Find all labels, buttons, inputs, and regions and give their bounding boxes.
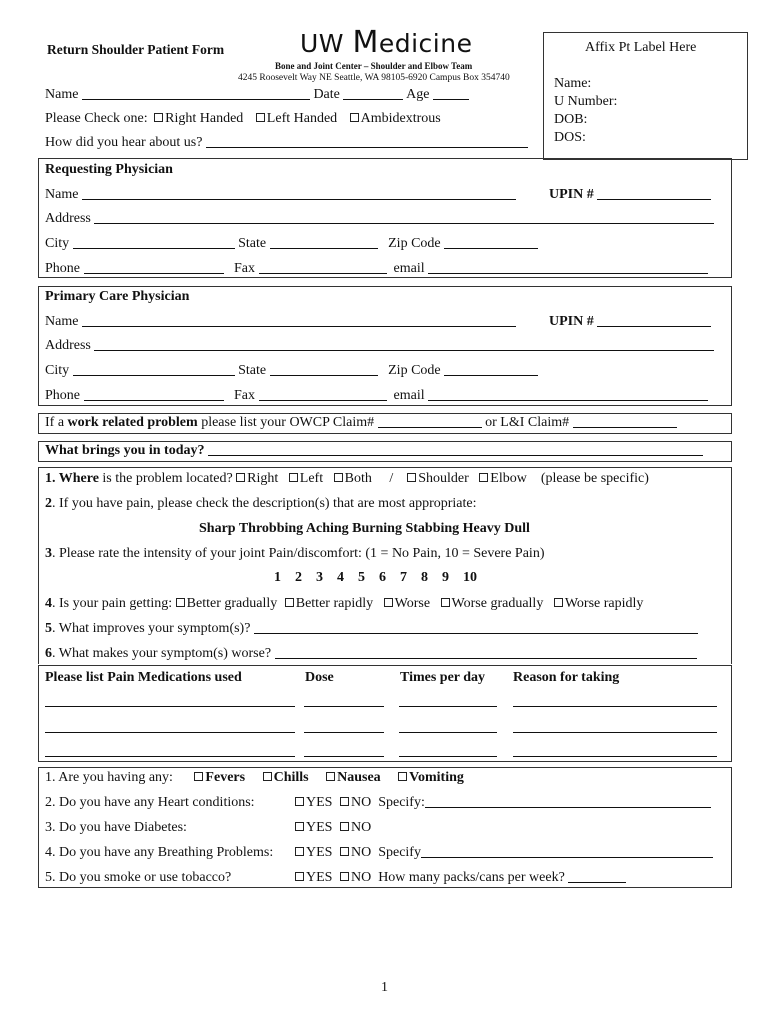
- q4-worse-gradually-checkbox[interactable]: [441, 598, 450, 607]
- req-name-field[interactable]: [82, 187, 516, 200]
- nausea-label: Nausea: [337, 770, 381, 785]
- meds-col-name: Please list Pain Medications used: [45, 670, 242, 685]
- med-reason-field[interactable]: [513, 756, 717, 757]
- h1-row: [45, 770, 464, 786]
- req-fax-field[interactable]: [259, 261, 387, 274]
- pcp-upin-field[interactable]: [597, 314, 711, 327]
- med-dose-field[interactable]: [304, 706, 384, 707]
- q6-text: . What makes your symptom(s) worse?: [52, 646, 272, 661]
- med-name-field[interactable]: [45, 706, 295, 707]
- label-unumber: U Number:: [554, 94, 618, 109]
- logo-m: M: [352, 25, 379, 60]
- pcp-fax-label: Fax: [234, 388, 255, 403]
- hear-about-label: How did you hear about us?: [45, 135, 203, 150]
- q4-worse-rapidly-checkbox[interactable]: [554, 598, 563, 607]
- h4-no-label: NO: [350, 845, 372, 860]
- q1-text: is the problem located?: [98, 471, 233, 486]
- q1-left-checkbox[interactable]: [289, 473, 298, 482]
- patient-name-label: Name: [45, 87, 79, 102]
- q4-better-gradually-checkbox[interactable]: [176, 598, 185, 607]
- hear-about-field[interactable]: [206, 135, 528, 148]
- h4-yes-checkbox[interactable]: [295, 847, 304, 856]
- q4-num: 4: [45, 596, 52, 611]
- chills-label: Chills: [273, 770, 309, 785]
- h4-yes-label: YES: [306, 845, 333, 860]
- med-dose-field[interactable]: [304, 756, 384, 757]
- primary-title: Primary Care Physician: [45, 289, 190, 304]
- req-state-field[interactable]: [270, 236, 378, 249]
- h4-specify-label: Specify: [378, 845, 421, 860]
- work-related-section: [38, 413, 732, 434]
- req-upin-label: UPIN #: [549, 187, 594, 202]
- age-label: Age: [406, 87, 430, 102]
- q5-field[interactable]: [254, 621, 698, 634]
- med-name-field[interactable]: [45, 756, 295, 757]
- left-handed-label: Left Handed: [266, 111, 338, 126]
- req-upin-field[interactable]: [597, 187, 711, 200]
- q1-elbow-checkbox[interactable]: [479, 473, 488, 482]
- q4-worse-gradually-label: Worse gradually: [451, 596, 544, 611]
- vomiting-label: Vomiting: [409, 770, 464, 785]
- questions-section: [38, 467, 732, 664]
- req-phone-field[interactable]: [84, 261, 224, 274]
- q1-shoulder-checkbox[interactable]: [407, 473, 416, 482]
- q3-num: 3: [45, 546, 52, 561]
- patient-name-field[interactable]: [82, 87, 310, 100]
- patient-name-row: [45, 87, 469, 103]
- pcp-address-field[interactable]: [94, 338, 714, 351]
- q3-scale[interactable]: 1 2 3 4 5 6 7 8 9 10: [274, 570, 477, 585]
- meds-col-times: Times per day: [400, 670, 486, 685]
- li-claim-field[interactable]: [573, 415, 677, 428]
- q1-both-checkbox[interactable]: [334, 473, 343, 482]
- h2-specify-field[interactable]: [425, 795, 711, 808]
- h5-no-label: NO: [350, 870, 372, 885]
- q1-slash: /: [389, 471, 394, 486]
- nausea-checkbox[interactable]: [326, 772, 335, 781]
- health-section: [38, 767, 732, 888]
- logo-uw: UW: [300, 29, 353, 58]
- q3-row: [45, 546, 544, 562]
- h4-options: [295, 845, 713, 861]
- h5-packs-label: How many packs/cans per week?: [378, 870, 565, 885]
- req-phone-label: Phone: [45, 261, 80, 276]
- pcp-email-field[interactable]: [428, 388, 708, 401]
- req-zip-field[interactable]: [444, 236, 538, 249]
- q4-text: . Is your pain getting:: [52, 596, 173, 611]
- brings-label: What brings you in today?: [45, 443, 205, 458]
- pcp-state-label: State: [238, 363, 267, 378]
- fevers-label: Fevers: [205, 770, 246, 785]
- q5-num: 5: [45, 621, 52, 636]
- req-address-label: Address: [45, 211, 91, 226]
- req-email-field[interactable]: [428, 261, 708, 274]
- med-reason-field[interactable]: [513, 706, 717, 707]
- h3-no-label: NO: [350, 820, 372, 835]
- q4-row: [45, 596, 643, 612]
- req-email-label: email: [393, 261, 425, 276]
- q4-better-rapidly-checkbox[interactable]: [285, 598, 294, 607]
- h3-yes-checkbox[interactable]: [295, 822, 304, 831]
- work-bold: work related problem: [67, 415, 198, 430]
- pcp-address-label: Address: [45, 338, 91, 353]
- q4-better-rapidly-label: Better rapidly: [295, 596, 374, 611]
- req-state-label: State: [238, 236, 267, 251]
- pcp-city-label: City: [45, 363, 70, 378]
- h4-specify-field[interactable]: [421, 845, 713, 858]
- logo-rest: edicine: [378, 29, 473, 58]
- req-city-label: City: [45, 236, 70, 251]
- requesting-physician-section: [38, 158, 732, 278]
- h5-label: 5. Do you smoke or use tobacco?: [45, 870, 232, 885]
- pcp-city-field[interactable]: [73, 363, 235, 376]
- q5-row: [45, 621, 698, 637]
- h2-specify-label: Specify:: [378, 795, 425, 810]
- pcp-email-label: email: [393, 388, 425, 403]
- req-name-label: Name: [45, 187, 79, 202]
- h5-packs-field[interactable]: [568, 870, 626, 883]
- req-address-field[interactable]: [94, 211, 714, 224]
- requesting-title: Requesting Physician: [45, 162, 173, 177]
- age-field[interactable]: [433, 87, 469, 100]
- med-name-field[interactable]: [45, 732, 295, 733]
- med-reason-field[interactable]: [513, 732, 717, 733]
- q1-left-label: Left: [299, 471, 324, 486]
- q4-worse-checkbox[interactable]: [384, 598, 393, 607]
- date-field[interactable]: [343, 87, 403, 100]
- brings-section: [38, 441, 732, 462]
- h1-label: 1. Are you having any:: [45, 770, 173, 785]
- chills-checkbox[interactable]: [263, 772, 272, 781]
- work-post: please list your OWCP Claim#: [197, 415, 375, 430]
- label-dob: DOB:: [554, 112, 588, 127]
- brings-field[interactable]: [208, 443, 703, 456]
- right-handed-label: Right Handed: [165, 111, 244, 126]
- q6-row: [45, 646, 697, 662]
- pcp-phone-field[interactable]: [84, 388, 224, 401]
- h3-label: 3. Do you have Diabetes:: [45, 820, 187, 835]
- li-claim-label: or L&I Claim#: [485, 415, 570, 430]
- h4-no-checkbox[interactable]: [340, 847, 349, 856]
- h2-yes-checkbox[interactable]: [295, 797, 304, 806]
- label-box-title: Affix Pt Label Here: [585, 40, 697, 55]
- work-pre: If a: [45, 415, 68, 430]
- left-handed-checkbox[interactable]: [256, 113, 265, 122]
- owcp-claim-field[interactable]: [378, 415, 482, 428]
- pcp-name-field[interactable]: [82, 314, 516, 327]
- medications-section: [38, 665, 732, 762]
- pcp-state-field[interactable]: [270, 363, 378, 376]
- ambidextrous-label: Ambidextrous: [360, 111, 441, 126]
- h2-yes-label: YES: [306, 795, 333, 810]
- q1-num: 1. Where: [45, 471, 99, 486]
- meds-col-dose: Dose: [305, 670, 334, 685]
- meds-col-reason: Reason for taking: [513, 670, 620, 685]
- q4-better-gradually-label: Better gradually: [186, 596, 278, 611]
- h4-label: 4. Do you have any Breathing Problems:: [45, 845, 274, 860]
- h3-yes-label: YES: [306, 820, 333, 835]
- q5-text: . What improves your symptom(s)?: [52, 621, 251, 636]
- uw-medicine-logo: [300, 25, 472, 60]
- q1-right-checkbox[interactable]: [236, 473, 245, 482]
- pcp-name-label: Name: [45, 314, 79, 329]
- med-dose-field[interactable]: [304, 732, 384, 733]
- h2-label: 2. Do you have any Heart conditions:: [45, 795, 255, 810]
- q6-field[interactable]: [275, 646, 697, 659]
- q1-row: [45, 471, 649, 487]
- label-dos: DOS:: [554, 130, 586, 145]
- form-title: Return Shoulder Patient Form: [47, 42, 225, 57]
- right-handed-checkbox[interactable]: [154, 113, 163, 122]
- h5-yes-checkbox[interactable]: [295, 872, 304, 881]
- q2-row: [45, 496, 477, 512]
- med-times-field[interactable]: [399, 732, 497, 733]
- handedness-row: [45, 111, 441, 127]
- q1-both-label: Both: [344, 471, 372, 486]
- page-number: 1: [381, 980, 388, 995]
- primary-care-section: [38, 286, 732, 406]
- h2-no-label: NO: [350, 795, 372, 810]
- req-zip-label: Zip Code: [388, 236, 441, 251]
- h2-options: [295, 795, 711, 811]
- label-name: Name:: [554, 76, 592, 91]
- check-one-label: Please Check one:: [45, 111, 148, 126]
- pcp-phone-label: Phone: [45, 388, 80, 403]
- pcp-zip-label: Zip Code: [388, 363, 441, 378]
- q2-text: . If you have pain, please check the description(s) that are most appropriate:: [52, 496, 477, 511]
- q2-num: 2: [45, 496, 52, 511]
- med-times-field[interactable]: [399, 756, 497, 757]
- med-times-field[interactable]: [399, 706, 497, 707]
- req-fax-label: Fax: [234, 261, 255, 276]
- q1-elbow-label: Elbow: [490, 471, 527, 486]
- dept-address: 4245 Roosevelt Way NE Seattle, WA 98105-6920 Campus Box 354740: [238, 73, 510, 83]
- q4-worse-rapidly-label: Worse rapidly: [564, 596, 644, 611]
- dept-name: Bone and Joint Center – Shoulder and Elbow Team: [275, 61, 473, 71]
- h5-yes-label: YES: [306, 870, 333, 885]
- q3-text: . Please rate the intensity of your joint Pain/discomfort: (1 = No Pain, 10 = Severe Pain): [52, 546, 545, 561]
- h3-no-checkbox[interactable]: [340, 822, 349, 831]
- label-box: [543, 32, 748, 160]
- q1-right-label: Right: [247, 471, 279, 486]
- q1-shoulder-label: Shoulder: [418, 471, 469, 486]
- h5-no-checkbox[interactable]: [340, 872, 349, 881]
- req-city-field[interactable]: [73, 236, 235, 249]
- q4-worse-label: Worse: [394, 596, 431, 611]
- hear-about-row: [45, 135, 528, 151]
- q6-num: 6: [45, 646, 52, 661]
- date-label: Date: [313, 87, 340, 102]
- h3-options: [295, 820, 371, 836]
- vomiting-checkbox[interactable]: [398, 772, 407, 781]
- ambidextrous-checkbox[interactable]: [350, 113, 359, 122]
- pcp-upin-label: UPIN #: [549, 314, 594, 329]
- pcp-zip-field[interactable]: [444, 363, 538, 376]
- pcp-fax-field[interactable]: [259, 388, 387, 401]
- q1-specific: (please be specific): [540, 471, 649, 486]
- h2-no-checkbox[interactable]: [340, 797, 349, 806]
- h5-options: [295, 870, 626, 886]
- q2-options[interactable]: Sharp Throbbing Aching Burning Stabbing Heavy Dull: [199, 521, 530, 536]
- fevers-checkbox[interactable]: [194, 772, 203, 781]
